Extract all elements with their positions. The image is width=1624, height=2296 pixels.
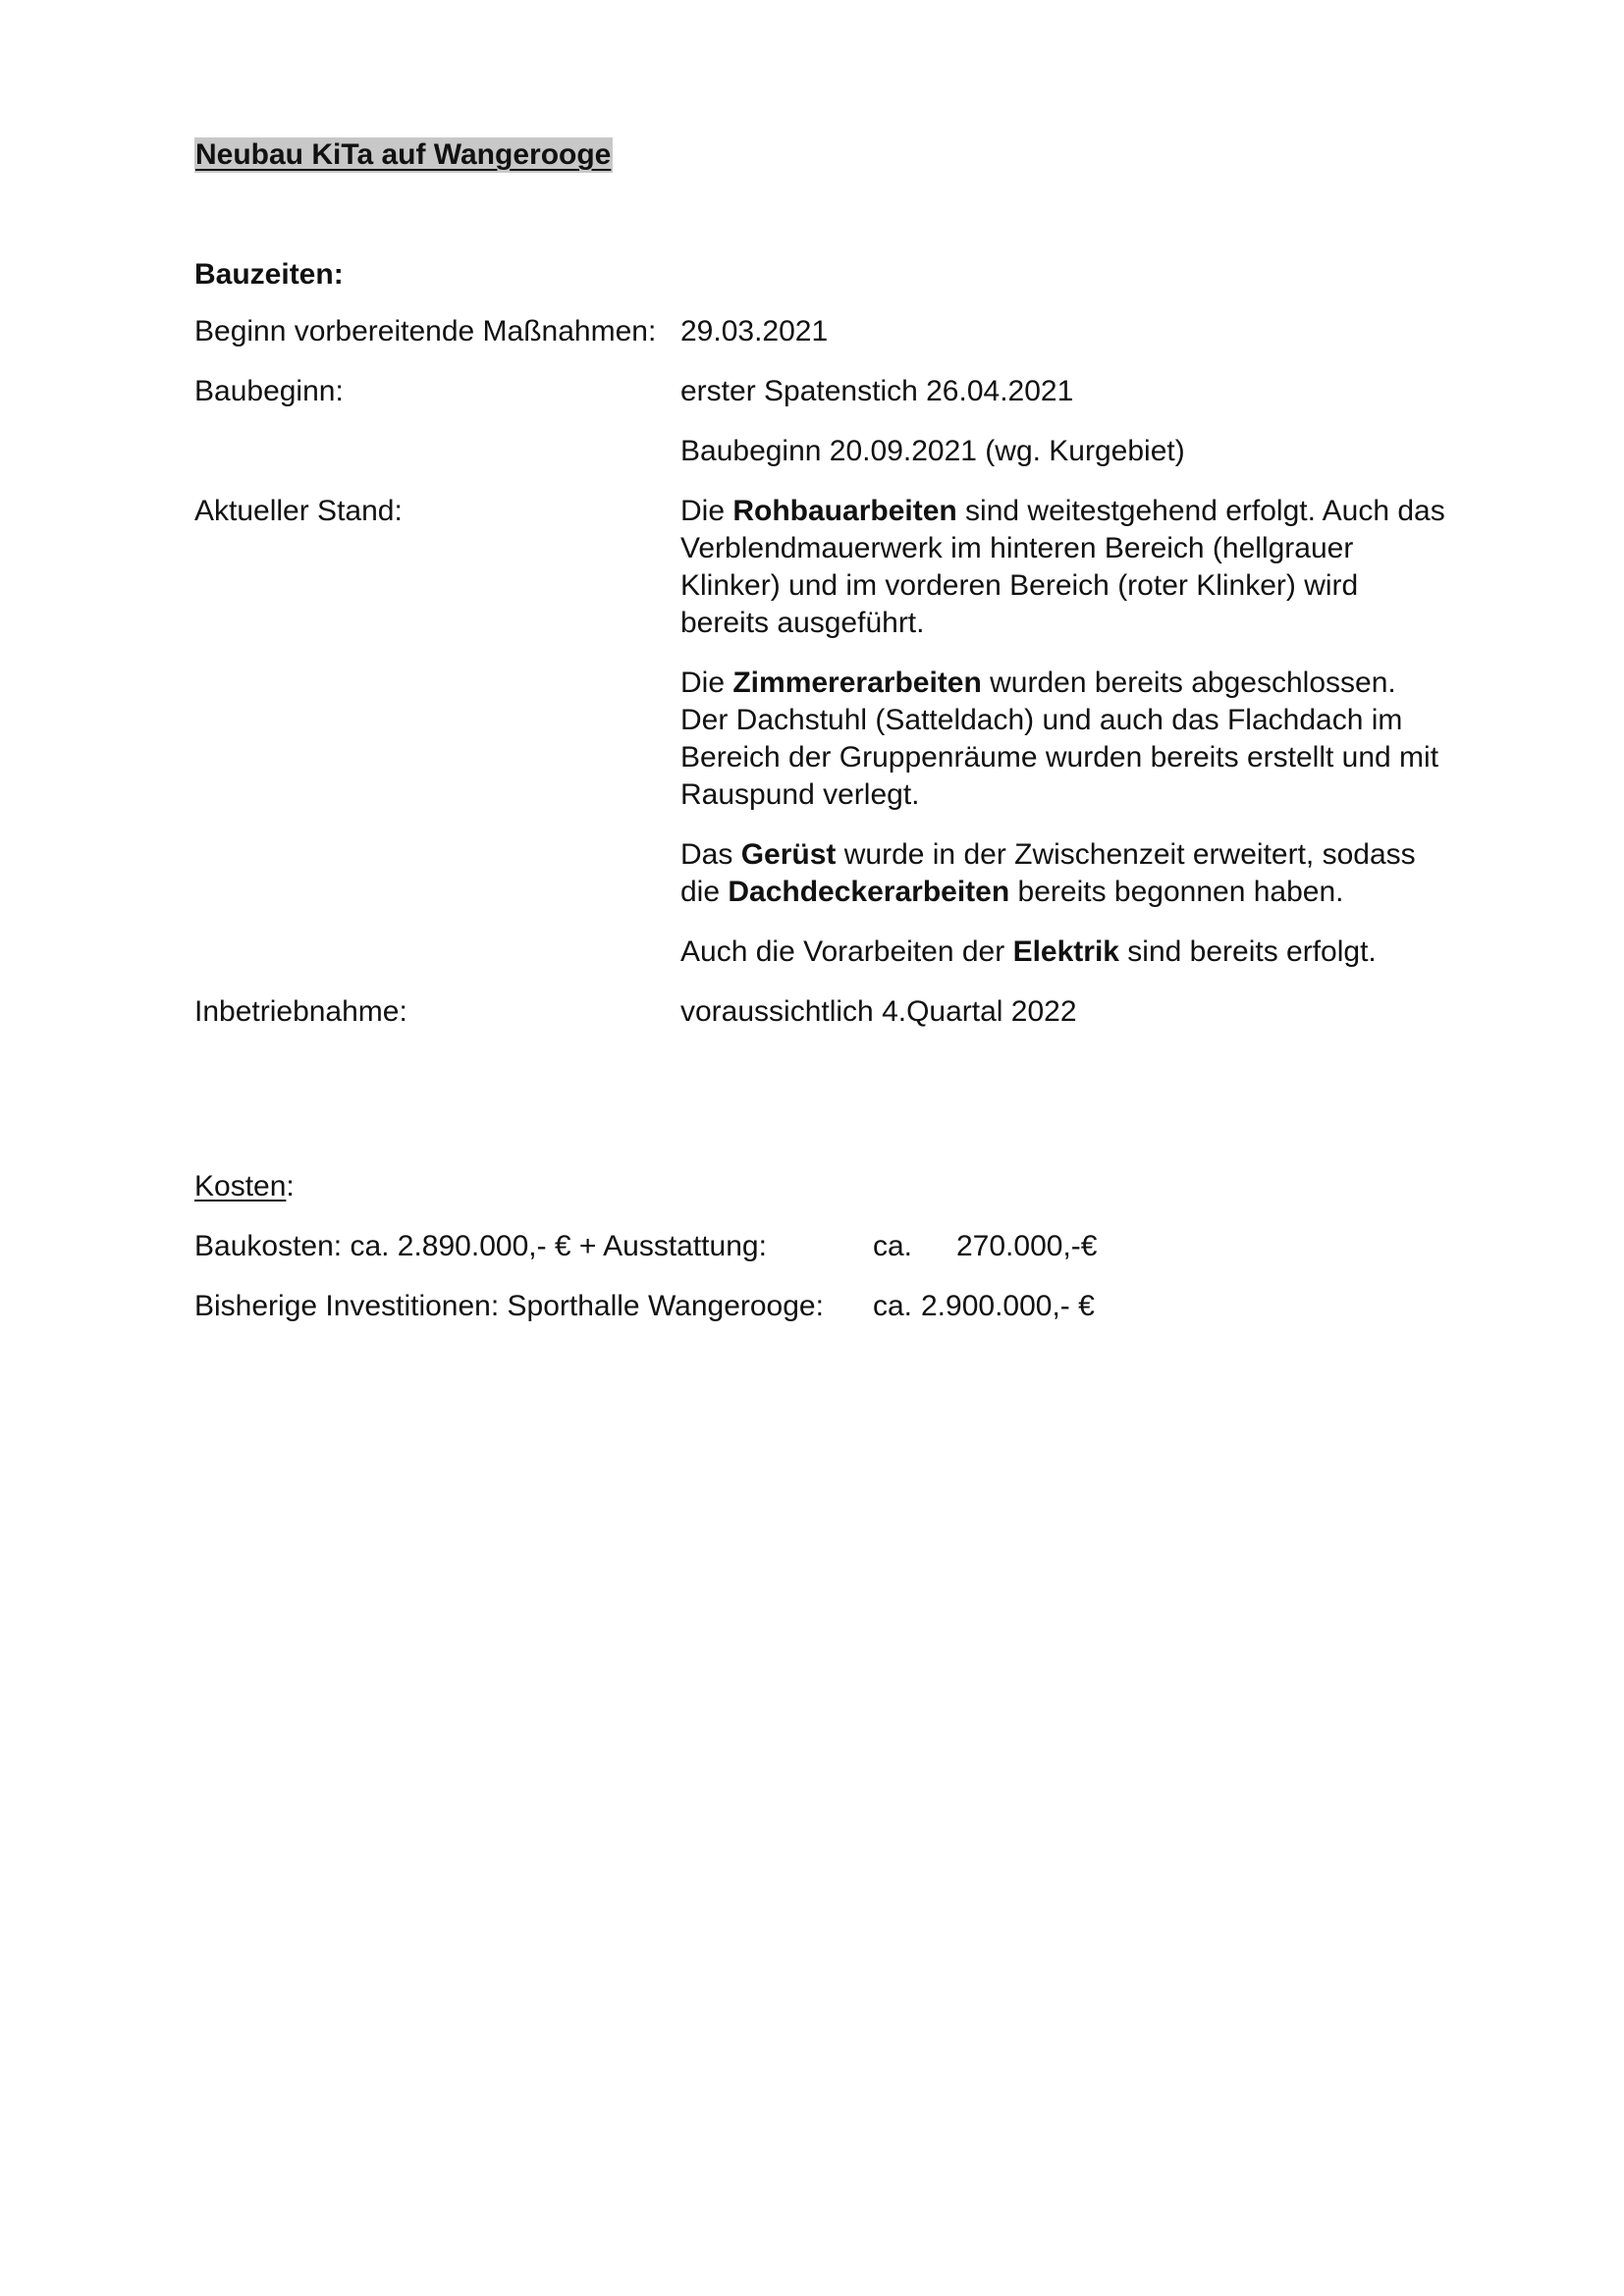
stand-paragraph-elektrik [680, 934, 1446, 971]
vorbereitung-value: 29.03.2021 [680, 315, 829, 347]
investitionen-ca: ca. [873, 1290, 913, 1322]
document-title: Neubau KiTa auf Wangerooge [195, 138, 612, 171]
investitionen-label: Bisherige Investitionen: Sporthalle Wangerooge: [194, 1290, 824, 1322]
vorbereitung-label: Beginn vorbereitende Maßnahmen: [194, 315, 657, 347]
kosten-heading [194, 1168, 295, 1205]
stand-paragraph-geruest [680, 836, 1446, 911]
stand-paragraph-zimmerer [680, 665, 1446, 814]
paragraph-text: sind bereits erfolgt. [1118, 935, 1377, 968]
paragraph-text: bereits begonnen haben. [1009, 876, 1344, 908]
baubeginn-date: Baubeginn 20.09.2021 (wg. Kurgebiet) [680, 435, 1185, 467]
baubeginn-spatenstich: erster Spatenstich 26.04.2021 [680, 375, 1074, 407]
keyword-zimmererarbeiten: Zimmererarbeiten [732, 667, 982, 699]
baukosten-label: Baukosten: ca. 2.890.000,- € + Ausstattung: [194, 1230, 767, 1262]
baukosten-ca: ca. [873, 1230, 913, 1262]
keyword-geruest: Gerüst [740, 838, 837, 871]
inbetriebnahme-label: Inbetriebnahme: [194, 995, 407, 1028]
keyword-rohbauarbeiten: Rohbauarbeiten [732, 495, 957, 527]
inbetriebnahme-value: voraussichtlich 4.Quartal 2022 [680, 995, 1077, 1028]
kosten-heading-text: Kosten [194, 1170, 287, 1202]
bauzeiten-heading: Bauzeiten: [194, 258, 344, 291]
keyword-elektrik: Elektrik [1012, 935, 1119, 968]
baukosten-amount: 270.000,-€ [956, 1230, 1098, 1262]
paragraph-text: sind weitestgehend erfolgt. Auch das Verblendmauerwerk im hinteren Bereich (hellgrauer Klinker) und im vorderen Bereich (roter Klinker) wird bereits ausgeführt. [680, 495, 1445, 639]
paragraph-text: Die [680, 495, 733, 527]
baubeginn-label: Baubeginn: [194, 375, 344, 407]
paragraph-text: Die [680, 667, 733, 699]
keyword-dachdeckerarbeiten: Dachdeckerarbeiten [728, 876, 1010, 908]
kosten-heading-colon: : [286, 1170, 295, 1202]
paragraph-text: Das [680, 838, 741, 871]
paragraph-text: wurden bereits abgeschlossen. Der Dachstuhl (Satteldach) und auch das Flachdach im Bereich der Gruppenräume wurden bereits erstellt und mit Rauspund verlegt. [680, 667, 1439, 811]
investitionen-amount: 2.900.000,- € [921, 1290, 1095, 1322]
paragraph-text: wurde in der Zwischenzeit erweitert, sodass die [680, 838, 1416, 908]
stand-label: Aktueller Stand: [194, 495, 403, 527]
stand-paragraph-rohbau [680, 493, 1446, 642]
paragraph-text: Auch die Vorarbeiten der [680, 935, 1013, 968]
